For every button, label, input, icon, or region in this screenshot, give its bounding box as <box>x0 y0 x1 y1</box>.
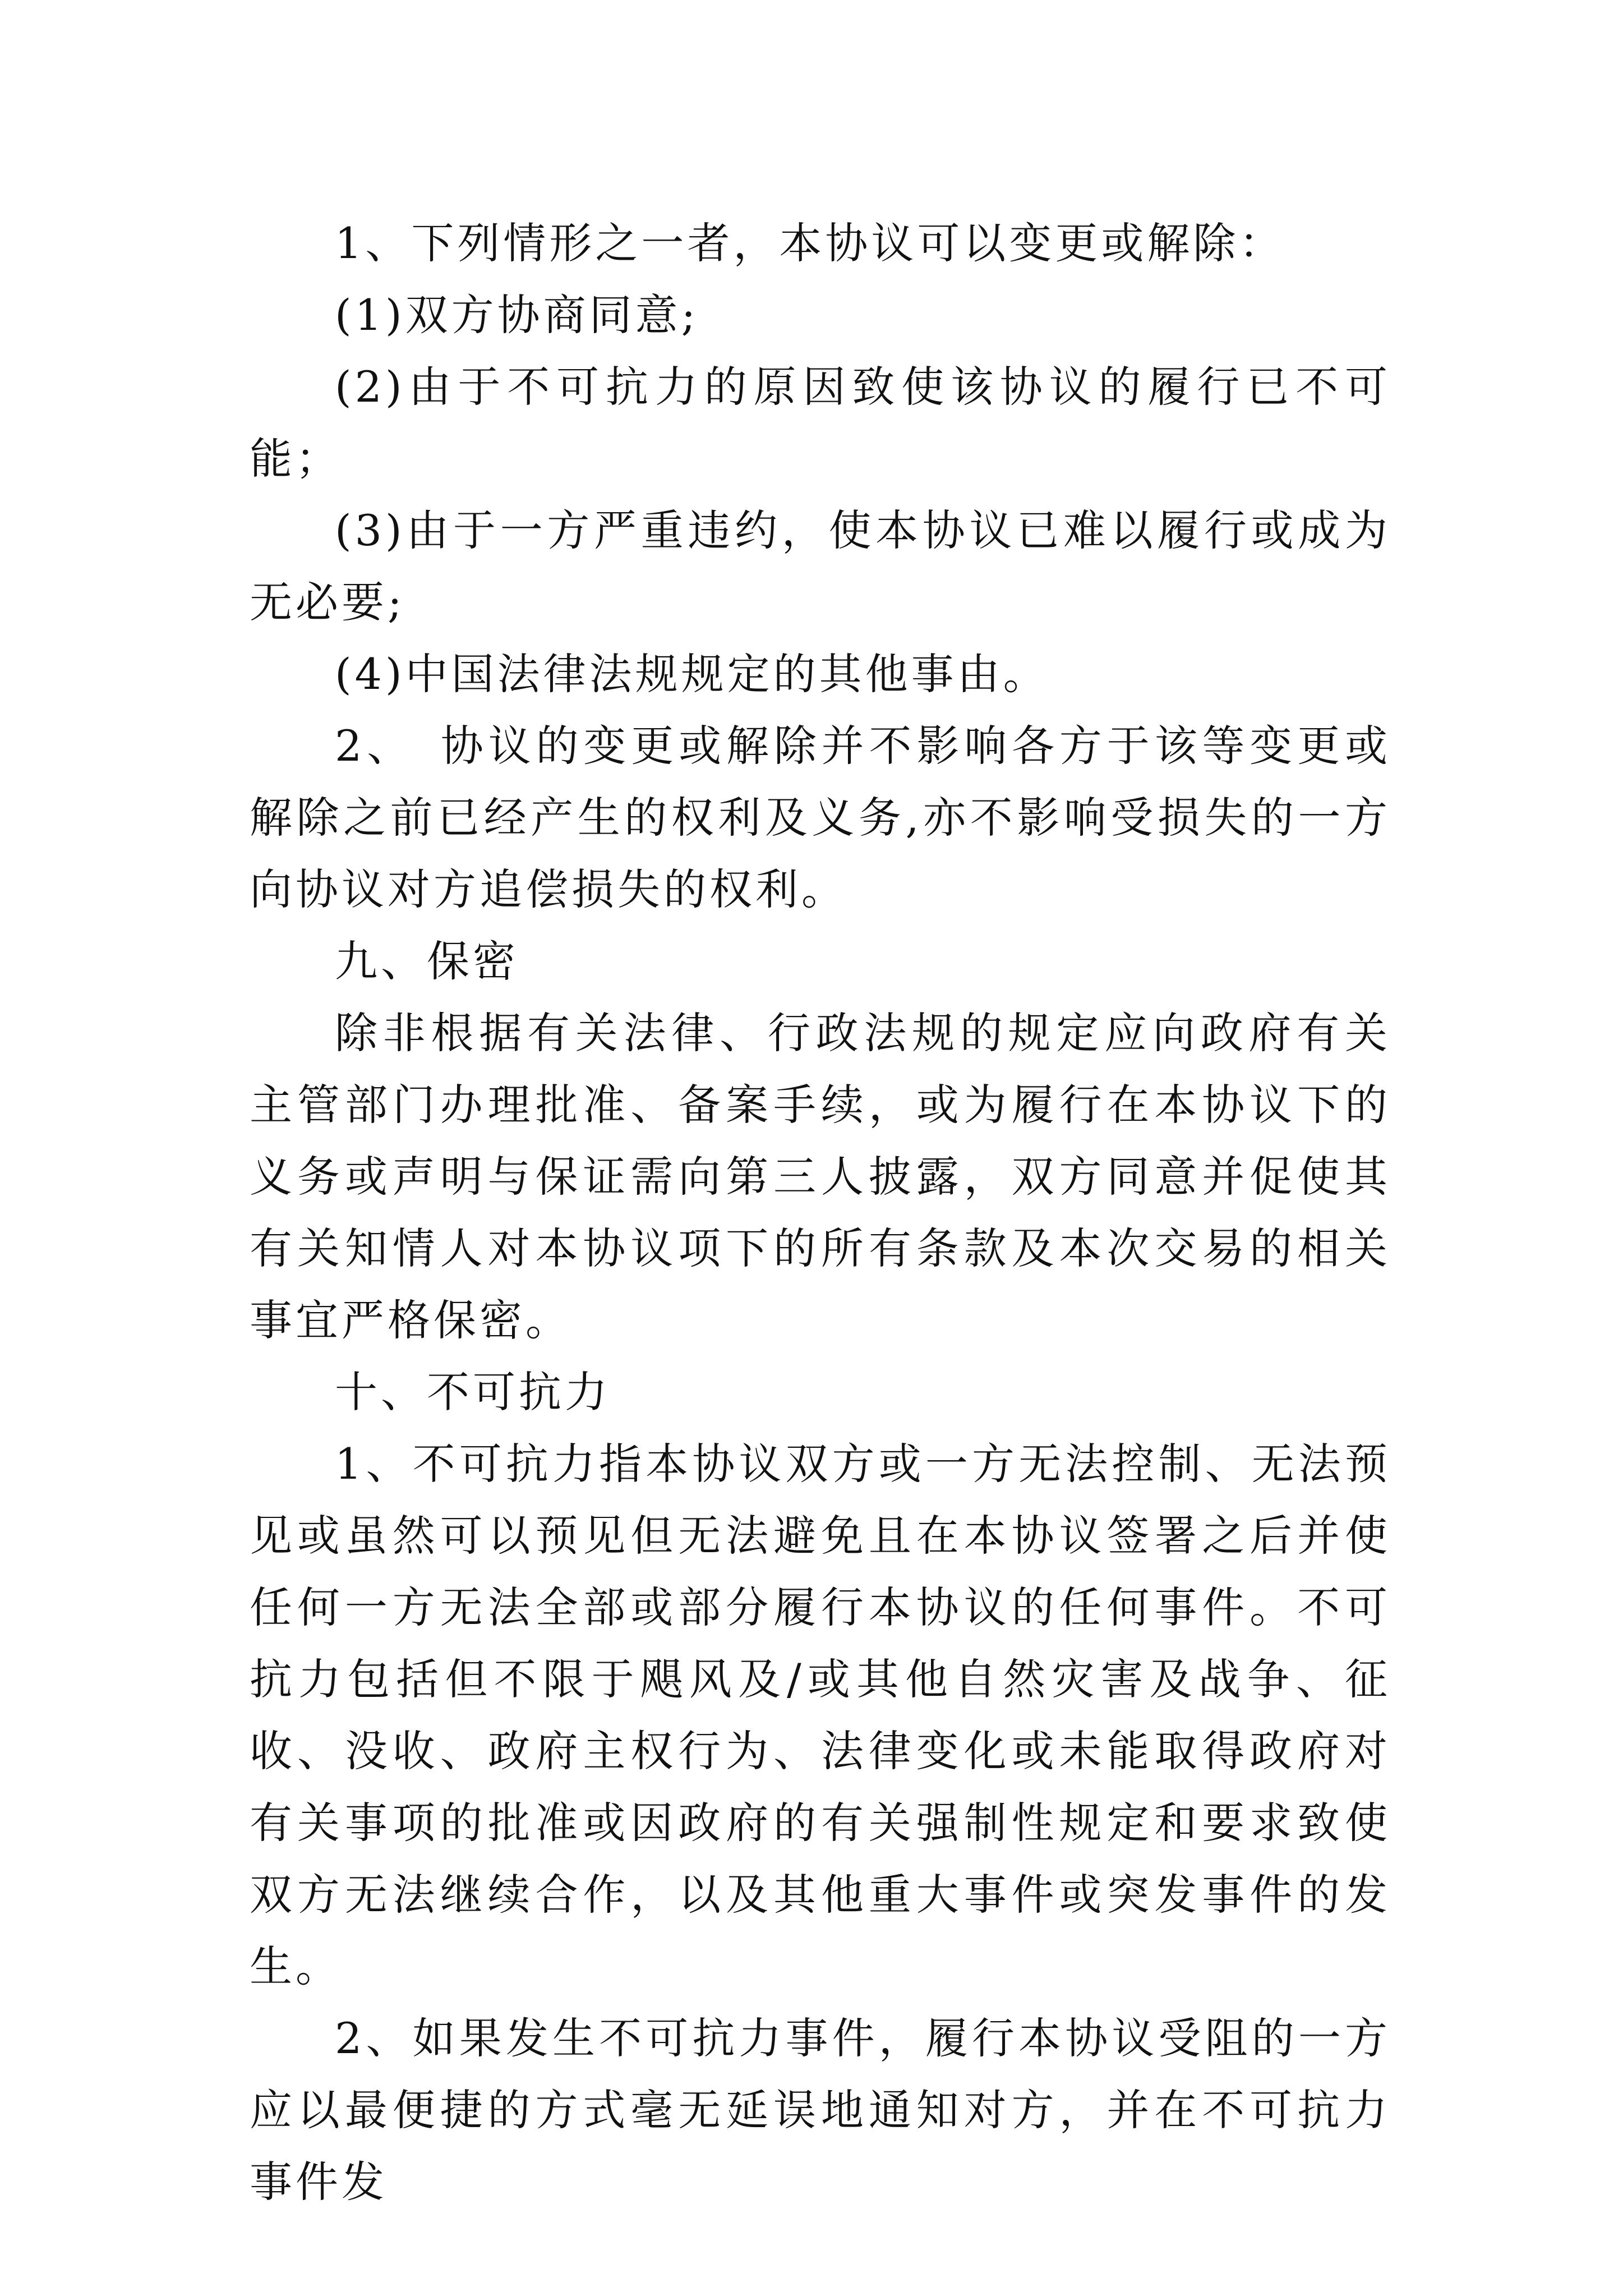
clause-8-1-item-3: (3)由于一方严重违约，使本协议已难以履行或成为无必要; <box>250 505 1391 627</box>
force-majeure-clause-1: 1、不可抗力指本协议双方或一方无法控制、无法预见或虽然可以预见但无法避免且在本协议签署之后并使任何一方无法全部或部分履行本协议的任何事件。不可抗力包括但不限于飓风及/或其他自然灾害及战争、征收、没收、政府主权行为、法律变化或未能取得政府对有关事项的批准或因政府的有关强制性规定和要求致使双方无法继续合作，以及其他重大事件或突发事件的发生。 <box>250 1439 1391 1991</box>
section-heading-force-majeure: 十、不可抗力 <box>335 1367 611 1417</box>
clause-8-2: 2、 协议的变更或解除并不影响各方于该等变更或解除之前已经产生的权利及义务,亦不影响受损失的一方向协议对方追偿损失的权利。 <box>250 721 1391 914</box>
confidentiality-paragraph: 除非根据有关法律、行政法规的规定应向政府有关主管部门办理批准、备案手续，或为履行在本协议下的义务或声明与保证需向第三人披露，双方同意并促使其有关知情人对本协议项下的所有条款及本次交易的相关事宜严格保密。 <box>250 1008 1391 1345</box>
document-body <box>250 208 1391 2218</box>
clause-8-1-item-2: (2)由于不可抗力的原因致使该协议的履行已不可能； <box>250 362 1391 484</box>
clause-8-1-item-1: (1)双方协商同意; <box>335 290 699 340</box>
force-majeure-clause-2: 2、如果发生不可抗力事件，履行本协议受阻的一方应以最便捷的方式毫无延误地通知对方，并在不可抗力事件发 <box>250 2013 1391 2207</box>
clause-8-1-heading: 1、下列情形之一者，本协议可以变更或解除： <box>335 218 1285 268</box>
section-heading-confidentiality: 九、保密 <box>335 936 519 986</box>
clause-8-1-item-4: (4)中国法律法规规定的其他事由。 <box>335 649 1049 699</box>
